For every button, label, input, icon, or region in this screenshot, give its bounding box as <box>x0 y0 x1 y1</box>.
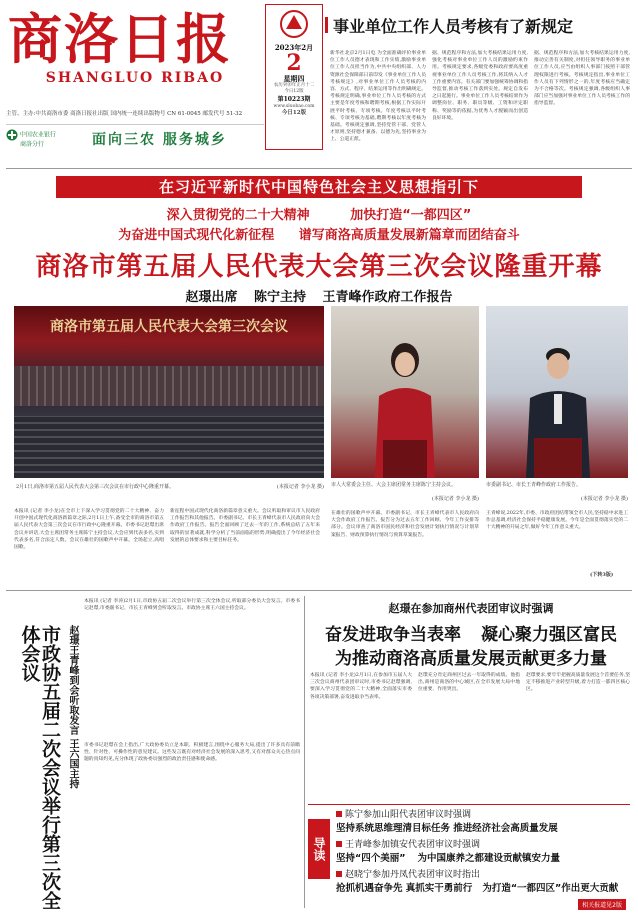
guide-item-2[interactable] <box>336 823 558 835</box>
photo-conference-hall <box>14 306 324 478</box>
delegation-title3: 为推动商洛高质量发展贡献更多力量 <box>335 649 607 669</box>
subhead-line2 <box>0 224 638 243</box>
photo-seats <box>14 416 324 478</box>
caption-right-credit: (本报记者 李小龙 摄) <box>580 496 628 502</box>
delegation-text-b: 赵璟充分肯定商州区过去一年取得的成绩。他指出,商州是商洛的中心城区,在全市发展大局中地位重要、作用突出。 <box>418 673 520 693</box>
top-story-title: 事业单位工作人员考核有了新规定 <box>333 14 573 37</box>
main-subline-b: 陈宁主持 <box>253 290 306 305</box>
bank-logo <box>6 129 56 149</box>
issue-day: 2 <box>286 50 302 76</box>
delegation-title1: 奋发进取争当表率 <box>325 625 462 645</box>
main-subline-a: 赵璟出席 <box>185 290 238 305</box>
date-box <box>265 4 323 150</box>
main-text-col3: 在雄壮的国歌声中开幕。市委副书记、市长王青峰代表市人民政府向大会作政府工作报告。报告分为过去五年工作回顾、今年工作安排等部分。会议审查了商洛市国民经济和社会发展计划执行情况与计划草案报告、财政预算执行情况与预算草案报告。 <box>331 511 479 538</box>
delegation-text-c: 赵璟要求,要牢牢把握高质量发展这个首要任务,坚定不移推进产业转型升级,着力打造一都四区核心区。 <box>526 673 630 693</box>
guide-item-5[interactable] <box>336 869 480 881</box>
issue-number: 第10223期 <box>277 96 311 103</box>
issue-weekday: 星期四 <box>283 74 305 83</box>
photo-sign: 商洛市第五届人民代表大会第三次会议 <box>50 319 288 335</box>
main-subline-c: 王青峰作政府工作报告 <box>322 290 453 305</box>
cppcc-text-b: 市委书记赵璟在会上指出,广大政协委员立足本职、积极建言,围绕中心服务大局,提出了许多具有前瞻性、针对性、可操作性的意见建议。这些发言既有对经济社会发展的深入思考,又有对群众关心热点问题的真知灼见,充分体现了政协委员强烈的政治责任感和使命感。 <box>84 743 300 763</box>
main-text-col1: 本报讯 (记者 李小龙)在全市上下深入学习贯彻党的二十大精神、奋力开创中国式现代化商洛新篇章之际,2月1日上午,备受全市的商洛市第五届人民代表大会第三次会议在市行政中心隆重开幕。市委书记赵璟出席会议并讲话,大会主席团常务主席陈宁主持会议,大会应到代表多名,实到代表多名,符合法定人数。会议在雄壮的国歌声中开幕。全场起立,高唱国歌。 <box>14 509 164 551</box>
caption-right: 市委副书记、市长王青峰作政府工作报告。 <box>486 482 582 488</box>
guide-item-5-text: 赵晓宁参加丹凤代表团审议时指出 <box>345 870 481 880</box>
guide-label: 导读 <box>308 819 330 879</box>
subhead-line1 <box>0 204 638 223</box>
caption-mid-credit: (本报记者 李小龙 摄) <box>431 496 479 502</box>
speaker-silhouette-man <box>518 334 598 478</box>
main-subline <box>0 286 638 305</box>
mid-divider <box>6 590 632 591</box>
guide-item-3[interactable] <box>336 839 480 851</box>
continued-note: (下转3版) <box>590 572 614 578</box>
main-text-col2: 新征程中国式现代化商洛新篇章意义重大。会议听取和审议市人民政府工作报告和其他报告。市委副书记、市长王青峰代表市人民政府向大会作政府工作报告。报告全面回顾了过去一年的工作,系统总结了五年来取得的显著成就,科学分析了当前面临的形势,明确提出了今年经济社会发展的总体要求和主要目标任务。 <box>170 509 320 543</box>
guide-item-4a-text: 坚持“四个美丽” <box>336 853 406 864</box>
guide-box <box>308 804 630 910</box>
top-story-col1: 新华社北京2月1日电 为全面准确评价事业单位工作人员德才表现和工作实绩,激励事业单位工作人员担当作为,中共中央组织部、人力资源社会保障部日前印发《事业单位工作人员考核规定》,对事业单位工作人员考核的内容、方式、程序、结果运用等作出明确规定。考核规定明确,事业单位工作人员考核的方式主要是年度考核和聘期考核,根据工作实际开展平时考核、专项考核。年度考核以平时考核、专项考核为基础,聘期考核以年度考核为基础。考核规定强调,坚持党管干部、党管人才原则,坚持德才兼备、以德为先,坚持事业为上、公道正派。 <box>330 51 426 143</box>
caption-big-credit: (本报记者 李小龙 摄) <box>276 484 324 490</box>
top-story-col2: 据、规范程序和方法,加大考核结果运用力度,强化考核对事业单位工作人员的激励约束作用。考核规定要求,各级党委和政府要高度重视事业单位工作人员考核工作,将其纳入人才工作重要内容。有关部门要加强统筹协调和指导监督,推动考核工作落到实处。规定自发布之日起施行。事业单位工作人员考核结果作为调整岗位、职务、职员等级、工资和评定职称、奖励等的依据,为优秀人才脱颖而出创造良好环境。 <box>432 51 528 121</box>
subhead-line1-a: 深入贯彻党的二十大精神 <box>166 208 310 223</box>
guide-item-4[interactable] <box>336 853 560 865</box>
lunar-date: 农历癸卯年正月十二 <box>273 83 315 88</box>
issue-label: 今日12版 <box>284 89 304 94</box>
main-text-col4: 王青峰说,2022年,市委、市政府团结带领全市人民,坚持稳中求进工作总基调,经济社会保持平稳健康发展。今年是全面贯彻落实党的二十大精神的开局之年,做好今年工作意义重大。 <box>486 511 628 531</box>
bank-slogan: 面向三农 服务城乡 <box>92 132 227 148</box>
banner-headline: 在习近平新时代中国特色社会主义思想指引下 <box>56 176 582 198</box>
guide-item-1[interactable] <box>336 809 471 821</box>
guide-item-2-text: 坚持系统思维理清目标任务 推进经济社会高质量发展 <box>336 823 558 834</box>
newspaper-pinyin: SHANGLUO RIBAO <box>45 70 225 86</box>
guide-item-1-text: 陈宁参加山阳代表团审议时强调 <box>345 810 472 820</box>
guide-item-4b-text: 为中国康养之都建设贡献镇安力量 <box>417 853 561 864</box>
masthead-meta: 主管、主办:中共商洛市委 商洛日报社出版 国内统一连续出版物号 CN 61-0045 邮发代号 51-32 <box>6 111 243 117</box>
speaker-silhouette <box>365 334 445 478</box>
masthead-logo <box>8 8 262 103</box>
col-divider <box>304 596 305 908</box>
bank-emblem-icon <box>6 129 18 141</box>
issue-date: 2023年2月 <box>274 43 314 52</box>
bank-sub: 商洛分行 <box>20 141 45 148</box>
header-divider <box>6 168 632 169</box>
main-headline: 商洛市第五届人民代表大会第三次会议隆重开幕 <box>35 252 603 282</box>
guide-item-3-text: 王青峰参加镇安代表团审议时强调 <box>345 840 481 850</box>
delegation-text-a: 本报讯 (记者 李小龙)2月1日,在参加市五届人大三次会议商州代表团审议时,市委书记赵璟强调,要深入学习贯彻党的二十大精神,全面落实市委各项决策部署,奋发进取争当表率。 <box>310 673 412 700</box>
caption-big: 2月1日,商洛市第五届人民代表大会第三次会议在市行政中心隆重开幕。 <box>16 484 174 490</box>
subhead-line2-a: 为奋进中国式现代化新征程 <box>118 228 275 243</box>
cppcc-text-a: 本报讯 (记者 李涛)2月1日,市政协五届二次会议举行第三次全体会议,听取部分委员大会发言。市委书记赵璟,市委副书记、市长王青峰到会听取发言。市政协主席王六国主持会议。 <box>84 599 300 612</box>
bullet-icon <box>336 841 342 847</box>
guide-item-6[interactable] <box>336 883 618 895</box>
guide-item-6a-text: 抢抓机遇奋争先 真抓实干勇前行 <box>336 883 473 894</box>
bullet-icon <box>336 811 342 817</box>
caption-mid: 市人大常委会主任、大会主席团常务主席陈宁主持会议。 <box>331 482 457 488</box>
bullet-icon <box>336 871 342 877</box>
website: www.sluobao.com <box>273 104 315 109</box>
top-story-col3: 据、规范程序和方法,加大考核结果运用力度,推动完善有关制度,对担任领导职务的事业单位工作人员,应当由组织人事部门按照干部管理权限进行考核。考核规定指出,事业单位工作人员有下列情形之一的,年度考核应当确定为不合格等次。考核规定强调,各级组织人事部门应当加强对事业单位工作人员考核工作的指导监督。 <box>534 51 630 107</box>
photo-speaker-woman <box>331 306 479 478</box>
party-emblem-icon <box>278 9 310 39</box>
subhead-line1-b: 加快打造“一都四区” <box>350 208 472 223</box>
bank-name: 中国农业银行 <box>19 131 56 139</box>
delegation-title2: 凝心聚力强区富民 <box>480 625 617 645</box>
see-page-badge[interactable]: 相关报道见2版 <box>578 899 626 910</box>
page-count: 今日12版 <box>281 110 307 116</box>
guide-item-6b-text: 为打造“一都四区”作出更大贡献 <box>482 883 619 894</box>
delegation-title-row1 <box>310 620 632 645</box>
photo-speaker-man <box>486 306 628 478</box>
newspaper-title: 商洛日报 <box>8 7 232 71</box>
delegation-kicker: 赵璟在参加商州代表团审议时强调 <box>388 602 554 615</box>
bank-ad <box>6 124 264 148</box>
subhead-line2-b: 谱写商洛高质量发展新篇章而团结奋斗 <box>298 228 520 243</box>
cppcc-title: 市政协五届二次会议举行第三次全体会议 <box>18 625 61 910</box>
cppcc-sub: 赵璟王青峰到会听取发言 王六国主持 <box>67 625 78 789</box>
photo-stage <box>14 366 324 406</box>
